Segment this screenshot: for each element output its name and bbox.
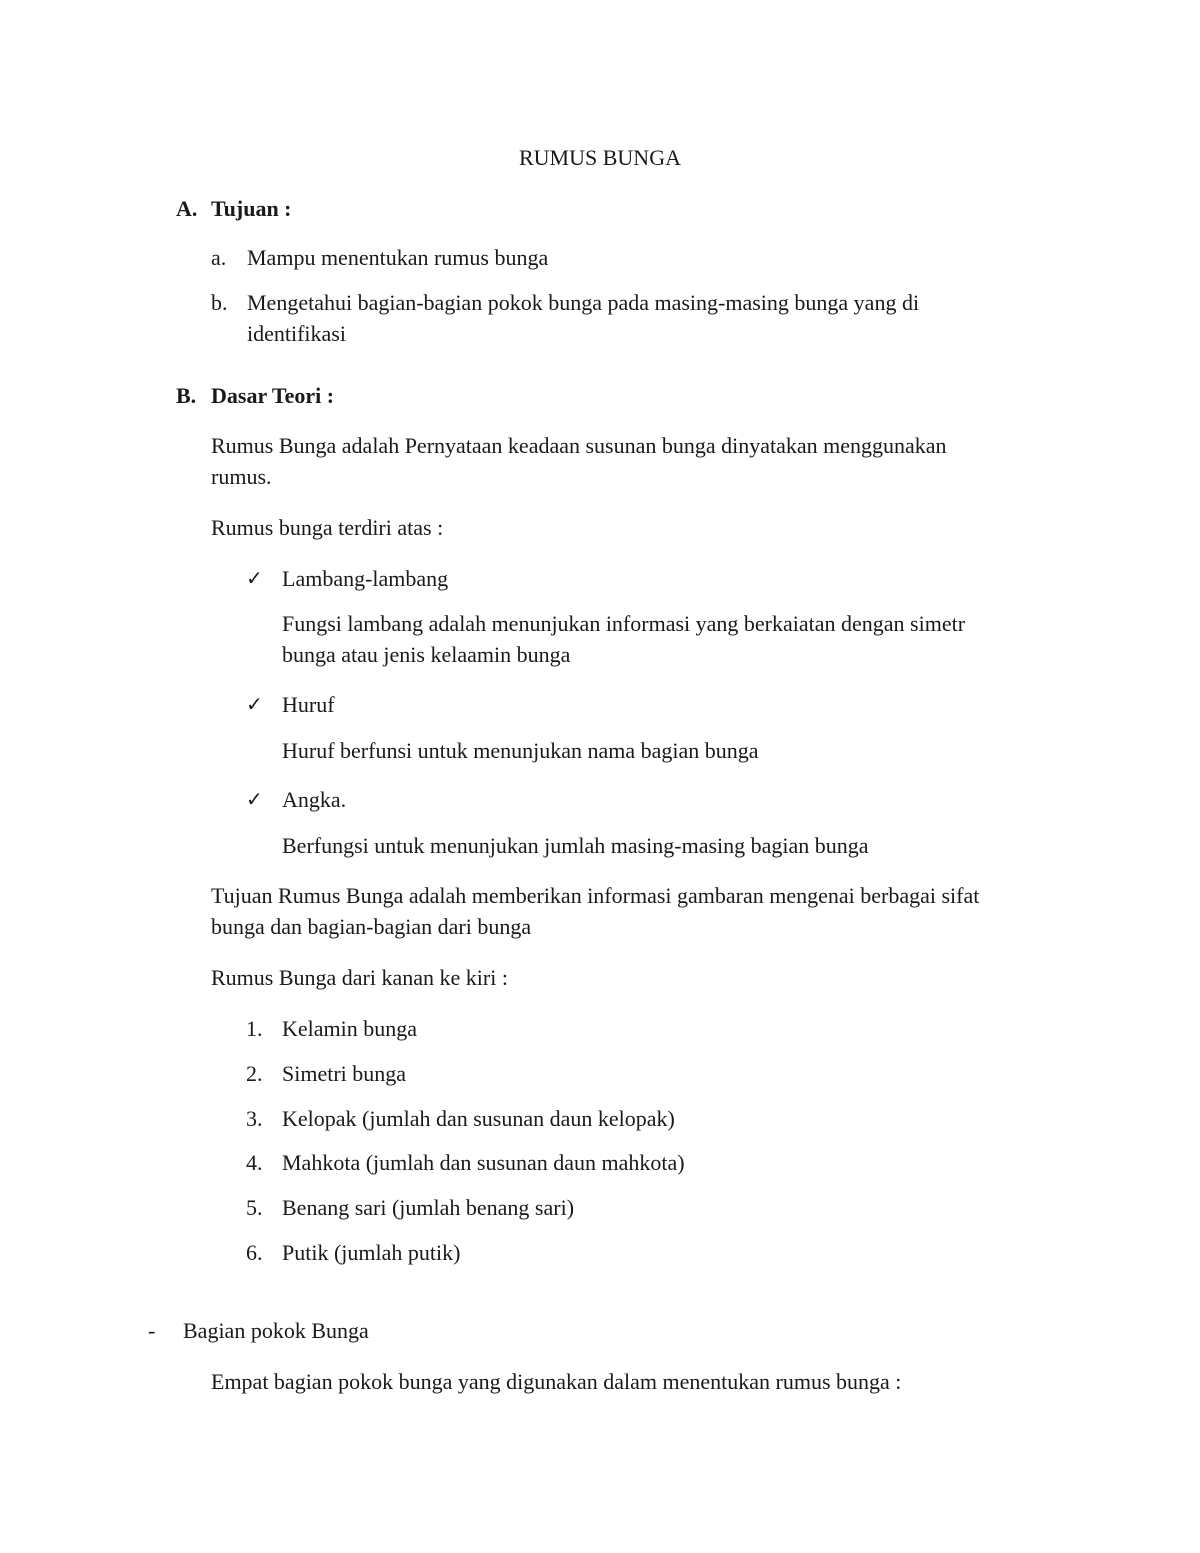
section-b-marker: B. <box>176 383 197 408</box>
check-item-label: Lambang-lambang <box>282 566 449 591</box>
definition-text: Rumus Bunga adalah Pernyataan keadaan susunan bunga dinyatakan menggunakan <box>211 433 947 458</box>
order-item-number: 3. <box>246 1106 263 1131</box>
order-item-number: 4. <box>246 1150 263 1175</box>
order-item-text: Putik (jumlah putik) <box>282 1240 461 1265</box>
order-item-number: 5. <box>246 1195 263 1220</box>
main-parts-heading: Bagian pokok Bunga <box>183 1318 369 1343</box>
objective-b-marker: b. <box>211 290 228 315</box>
page-title: RUMUS BUNGA <box>519 145 681 170</box>
order-item-number: 1. <box>246 1016 263 1041</box>
order-item-number: 6. <box>246 1240 263 1265</box>
purpose-text: Tujuan Rumus Bunga adalah memberikan informasi gambaran mengenai berbagai sifat <box>211 883 980 908</box>
objective-a-text: Mampu menentukan rumus bunga <box>247 245 549 270</box>
order-item-text: Kelopak (jumlah dan susunan daun kelopak) <box>282 1106 675 1131</box>
order-item-text: Mahkota (jumlah dan susunan daun mahkota) <box>282 1150 685 1175</box>
objective-a-marker: a. <box>211 245 227 270</box>
objective-b-text: Mengetahui bagian-bagian pokok bunga pada masing-masing bunga yang di <box>247 290 920 315</box>
check-item-desc: Fungsi lambang adalah menunjukan informasi yang berkaiatan dengan simetr <box>282 611 966 636</box>
check-mark-icon: ✓ <box>246 566 263 590</box>
consists-of-text: Rumus bunga terdiri atas : <box>211 515 444 540</box>
check-item-desc: Huruf berfunsi untuk menunjukan nama bagian bunga <box>282 738 759 763</box>
check-item-desc-cont: bunga atau jenis kelaamin bunga <box>282 642 571 667</box>
section-a-marker: A. <box>176 196 198 221</box>
order-item-number: 2. <box>246 1061 263 1086</box>
order-item-text: Simetri bunga <box>282 1061 407 1086</box>
definition-text-cont: rumus. <box>211 464 272 489</box>
main-parts-intro: Empat bagian pokok bunga yang digunakan dalam menentukan rumus bunga : <box>211 1369 902 1394</box>
check-item-desc: Berfungsi untuk menunjukan jumlah masing-masing bagian bunga <box>282 833 869 858</box>
check-item-label: Huruf <box>282 692 335 717</box>
check-mark-icon: ✓ <box>246 787 263 811</box>
purpose-text-cont: bunga dan bagian-bagian dari bunga <box>211 914 532 939</box>
main-parts-dash: - <box>148 1318 156 1343</box>
check-item-label: Angka. <box>282 787 347 812</box>
objective-b-text-cont: identifikasi <box>247 321 346 346</box>
check-mark-icon: ✓ <box>246 692 263 716</box>
order-item-text: Benang sari (jumlah benang sari) <box>282 1195 575 1220</box>
order-item-text: Kelamin bunga <box>282 1016 418 1041</box>
section-b-heading: Dasar Teori : <box>211 383 335 408</box>
section-a-heading: Tujuan : <box>211 196 292 221</box>
order-intro: Rumus Bunga dari kanan ke kiri : <box>211 965 508 990</box>
